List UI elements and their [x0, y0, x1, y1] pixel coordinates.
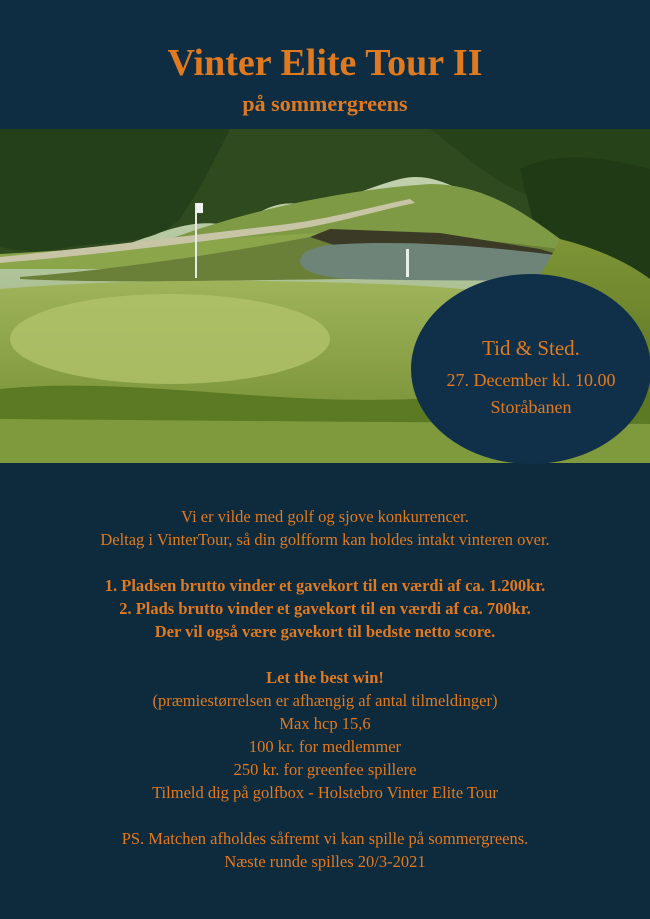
price-greenfee: 250 kr. for greenfee spillere	[233, 760, 417, 779]
event-venue: Storåbanen	[490, 397, 572, 417]
slogan: Let the best win!	[266, 668, 384, 687]
event-description	[0, 505, 650, 873]
max-hcp: Max hcp 15,6	[279, 714, 371, 733]
ps-note: PS. Matchen afholdes såfremt vi kan spille på sommergreens.	[121, 829, 529, 848]
prize-note: (præmiestørrelsen er afhængig af antal tilmeldinger)	[152, 691, 498, 710]
prize-netto: Der vil også være gavekort til bedste netto score.	[154, 622, 496, 641]
poster-subtitle: på sommergreens	[242, 91, 408, 116]
badge-title: Tid & Sted.	[482, 336, 580, 360]
header-banner	[0, 0, 650, 129]
price-members: 100 kr. for medlemmer	[248, 737, 402, 756]
intro-line-2: Deltag i VinterTour, så din golfform kan holdes intakt vinteren over.	[100, 530, 550, 549]
event-date: 27. December kl. 10.00	[446, 370, 616, 390]
signup-info: Tilmeld dig på golfbox - Holstebro Vinter Elite Tour	[152, 783, 498, 802]
intro-line-1: Vi er vilde med golf og sjove konkurrencer.	[181, 507, 469, 526]
prize-first: 1. Pladsen brutto vinder et gavekort til en værdi af ca. 1.200kr.	[104, 576, 546, 595]
time-place-badge	[411, 274, 650, 464]
poster-title: Vinter Elite Tour II	[167, 42, 483, 84]
next-round: Næste runde spilles 20/3-2021	[224, 852, 426, 871]
prize-second: 2. Plads brutto vinder et gavekort til en værdi af ca. 700kr.	[119, 599, 531, 618]
